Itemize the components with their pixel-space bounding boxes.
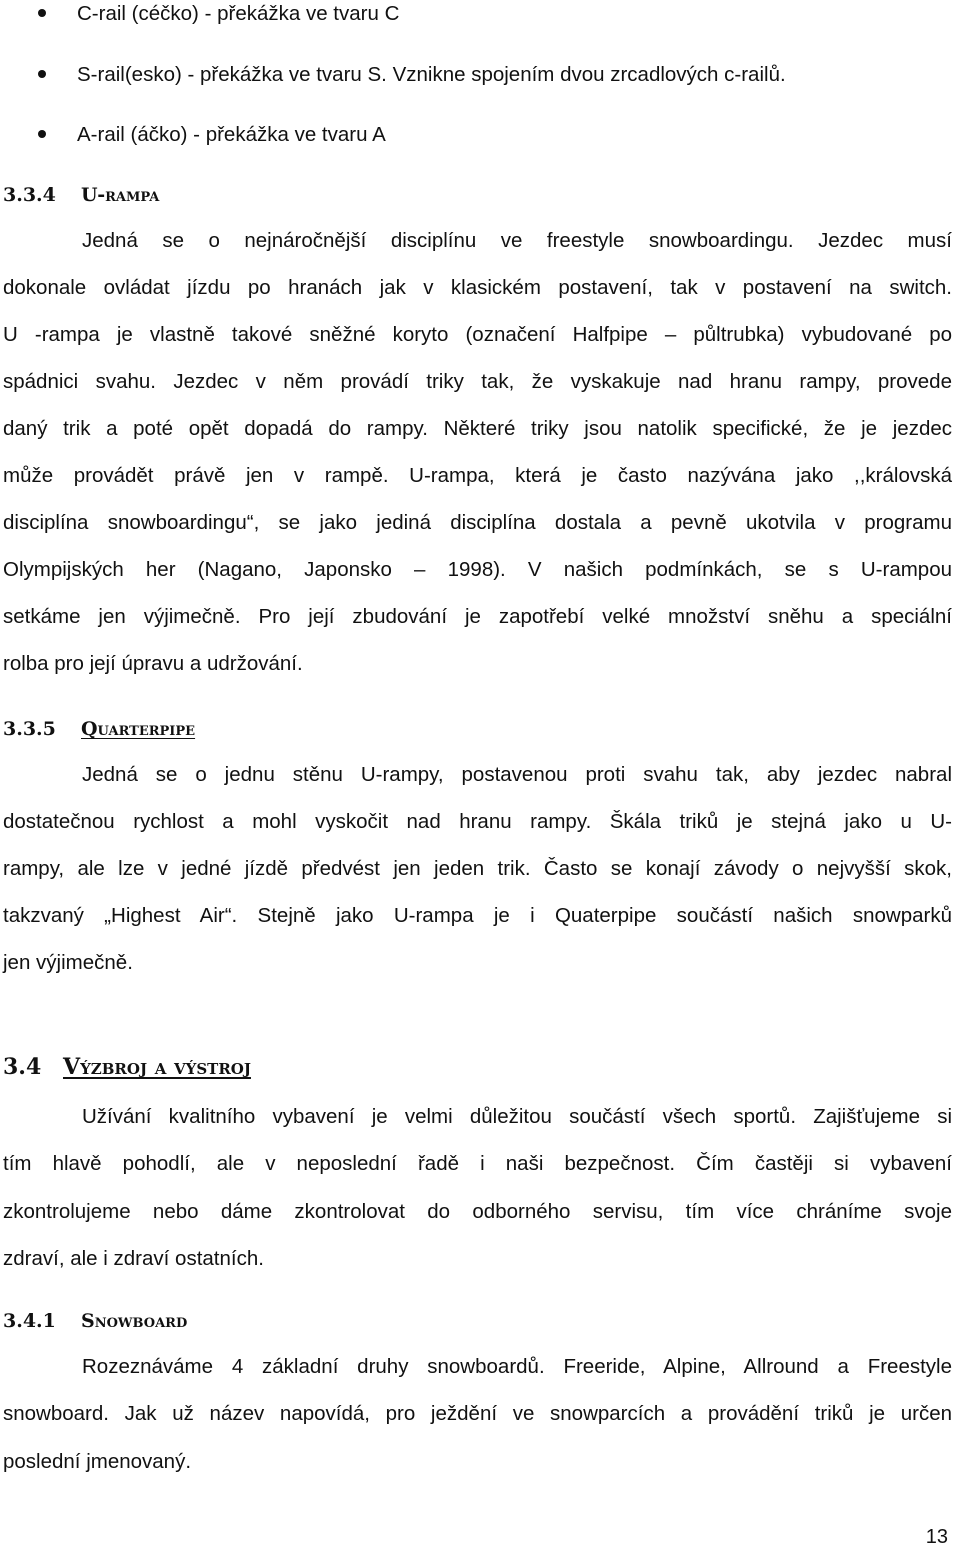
paragraph-line: daný trik a poté opět dopadá do rampy. Některé triky jsou natolik specifické, že je jezdec [3,417,952,440]
paragraph-line: tím hlavě pohodlí, ale v neposlední řadě i naši bezpečnost. Čím častěji si vybavení [3,1152,952,1175]
paragraph-line: spádnici svahu. Jezdec v něm provádí triky tak, že vyskakuje nad hranu rampy, provede [3,370,952,393]
paragraph-line: dostatečnou rychlost a mohl vyskočit nad hranu rampy. Škála triků je stejná jako u U- [3,810,952,833]
paragraph-line: disciplína snowboardingu“, se jako jediná disciplína dostala a pevně ukotvila v programu [3,511,952,534]
page-number: 13 [925,1526,948,1548]
bullet-text: C-rail (céčko) - překážka ve tvaru C [77,2,400,25]
section-heading-3-3-4 [3,181,159,209]
section-number: 3.3.4 [3,184,56,206]
paragraph-line: rampy, ale lze v jedné jízdě předvést jen jeden trik. Často se konají závody o nejvyšší skok, [3,857,952,880]
section-heading-3-3-5 [3,715,195,743]
bullet-icon [38,130,46,138]
section-title: Quarterpipe [81,718,196,740]
paragraph-line: Jedná se o nejnáročnější disciplínu ve freestyle snowboardingu. Jezdec musí [82,229,952,252]
paragraph-line: setkáme jen výjimečně. Pro její zbudování je zapotřebí velké množství sněhu a speciální [3,605,952,628]
paragraph-line: takzvaný „Highest Air“. Stejně jako U-rampa je i Quaterpipe součástí našich snowparků [3,904,952,927]
paragraph-line: Jedná se o jednu stěnu U-rampy, postavenou proti svahu tak, aby jezdec nabral [82,763,952,786]
paragraph-line: Olympijských her (Nagano, Japonsko – 1998). V našich podmínkách, se s U-rampou [3,558,952,581]
section-number: 3.4 [3,1054,42,1080]
section-title: Snowboard [81,1310,188,1332]
paragraph-line: zkontrolujeme nebo dáme zkontrolovat do odborného servisu, tím více chráníme svoje [3,1200,952,1223]
bullet-icon [38,9,46,17]
paragraph-line: jen výjimečně. [3,951,133,974]
paragraph-line: Užívání kvalitního vybavení je velmi důležitou součástí všech sportů. Zajišťujeme si [82,1105,952,1128]
paragraph-line: zdraví, ale i zdraví ostatních. [3,1247,264,1270]
section-heading-3-4-1 [3,1307,187,1335]
paragraph-line: rolba pro její úpravu a udržování. [3,652,303,675]
paragraph-line: snowboard. Jak už název napovídá, pro ježdění ve snowparcích a provádění triků je určen [3,1402,952,1425]
bullet-item [38,0,938,28]
section-number: 3.4.1 [3,1310,56,1332]
paragraph-line: Rozeznáváme 4 základní druhy snowboardů. Freeride, Alpine, Allround a Freestyle [82,1355,952,1378]
paragraph-line: může provádět právě jen v rampě. U-rampa, která je často nazývána jako ,,královská [3,464,952,487]
paragraph-line: dokonale ovládat jízdu po hranách jak v klasickém postavení, tak v postavení na switch. [3,276,952,299]
bullet-item [38,121,938,149]
section-title: Výzbroj a výstroj [63,1054,251,1080]
bullet-item [38,61,938,89]
section-heading-3-4 [3,1053,251,1081]
section-number: 3.3.5 [3,718,56,740]
section-title: U-rampa [81,184,160,206]
bullet-text: S-rail(esko) - překážka ve tvaru S. Vznikne spojením dvou zrcadlových c-railů. [77,63,786,86]
bullet-icon [38,70,46,78]
paragraph-line: poslední jmenovaný. [3,1450,192,1473]
bullet-text: A-rail (áčko) - překážka ve tvaru A [77,123,386,146]
paragraph-line: U -rampa je vlastně takové sněžné koryto (označení Halfpipe – půltrubka) vybudované po [3,323,952,346]
